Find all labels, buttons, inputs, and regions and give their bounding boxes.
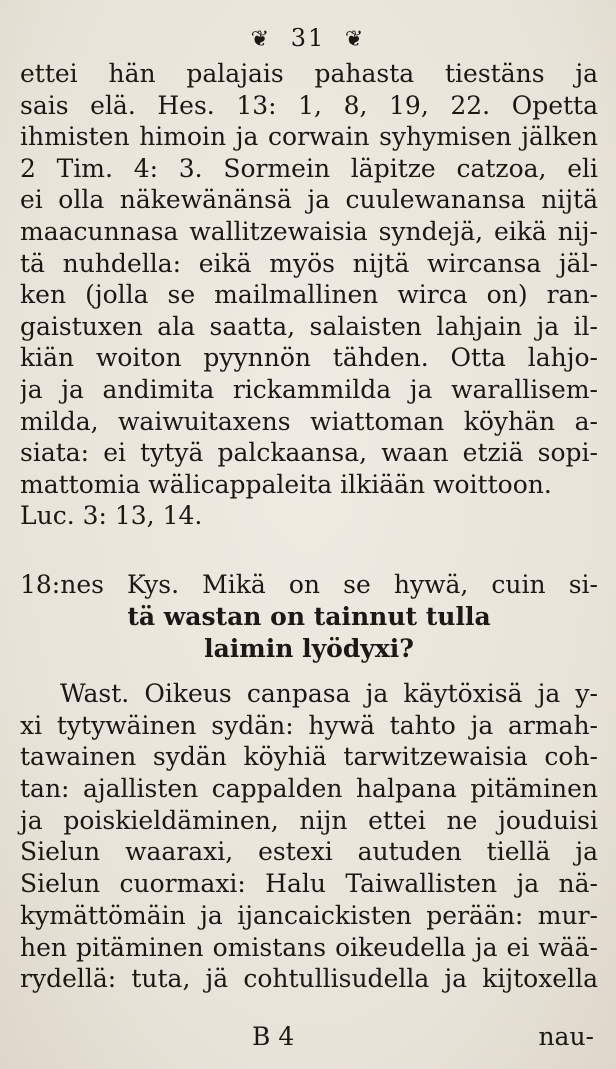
catchword: nau- — [538, 1022, 594, 1051]
question-line: laimin lyödyxi? — [204, 634, 414, 663]
text-line: mattomia wälicappaleita ilkiään woittoon. — [20, 469, 552, 499]
signature-mark: B 4 — [252, 1022, 295, 1051]
text-line: ken (jolla se mailmallinen wirca on) ran- — [20, 280, 598, 310]
text-line: Luc. 3: 13, 14. — [20, 501, 203, 531]
question-heading — [20, 569, 598, 665]
answer-line: ja poiskieldäminen, nijn ettei ne jouduisi — [20, 805, 598, 835]
page-header — [0, 24, 616, 52]
answer-line: tan: ajallisten cappalden halpana pitäminen — [20, 774, 598, 804]
answer-line: Sielun cuormaxi: Halu Taiwallisten ja nä- — [20, 869, 598, 899]
text-line: tä nuhdella: eikä myös nijtä wircansa jäl- — [20, 248, 598, 278]
page-number: 31 — [290, 24, 326, 52]
text-line: gaistuxen ala saatta, salaisten lahjain ja il- — [20, 311, 598, 341]
text-line: ja ja andimita rickammilda ja warallisem- — [20, 374, 598, 404]
text-line: 2 Tim. 4: 3. Sormein läpitze catzoa, eli — [20, 153, 598, 183]
answer-line: kymättömäin ja ijancaickisten perään: mur- — [20, 900, 598, 930]
answer-line: hen pitäminen omistans oikeudella ja ei wää- — [20, 932, 598, 962]
question-line: tä wastan on tainnut tulla — [127, 602, 491, 631]
text-line: milda, waiwuitaxens wiattoman köyhän a- — [20, 406, 598, 436]
page-footer — [20, 1022, 598, 1056]
ornament-right-icon: ❦ — [344, 27, 366, 52]
answer-paragraph — [20, 678, 598, 995]
text-line: sais elä. Hes. 13: 1, 8, 19, 22. Opetta — [20, 90, 598, 120]
ornament-left-icon: ❦ — [250, 27, 272, 52]
question-line: 18:nes Kys. Mikä on se hywä, cuin si- — [20, 570, 598, 599]
text-line: ihmisten himoin ja corwain syhymisen jälken — [20, 122, 598, 152]
answer-line: Wast. Oikeus canpasa ja käytöxisä ja y- — [60, 679, 598, 708]
text-line: kiän woiton pyynnön tähden. Otta lahjo- — [20, 343, 598, 373]
text-line: ei olla näkewänänsä ja cuulewanansa nijtä — [20, 185, 598, 215]
answer-line: tawainen sydän köyhiä tarwitzewaisia coh- — [20, 742, 598, 772]
answer-line: xi tytywäinen sydän: hywä tahto ja armah- — [20, 710, 598, 740]
text-line: siata: ei tytyä palckaansa, waan etziä sopi- — [20, 438, 598, 468]
text-line: ettei hän palajais pahasta tiestäns ja — [20, 59, 598, 88]
answer-line: Sielun waaraxi, estexi autuden tiellä ja — [20, 837, 598, 867]
text-line: maacunnasa wallitzewaisia syndejä, eikä nij- — [20, 216, 598, 246]
paragraph-continuation — [20, 58, 598, 532]
answer-line: rydellä: tuta, jä cohtullisudella ja kijtoxella — [20, 964, 598, 994]
